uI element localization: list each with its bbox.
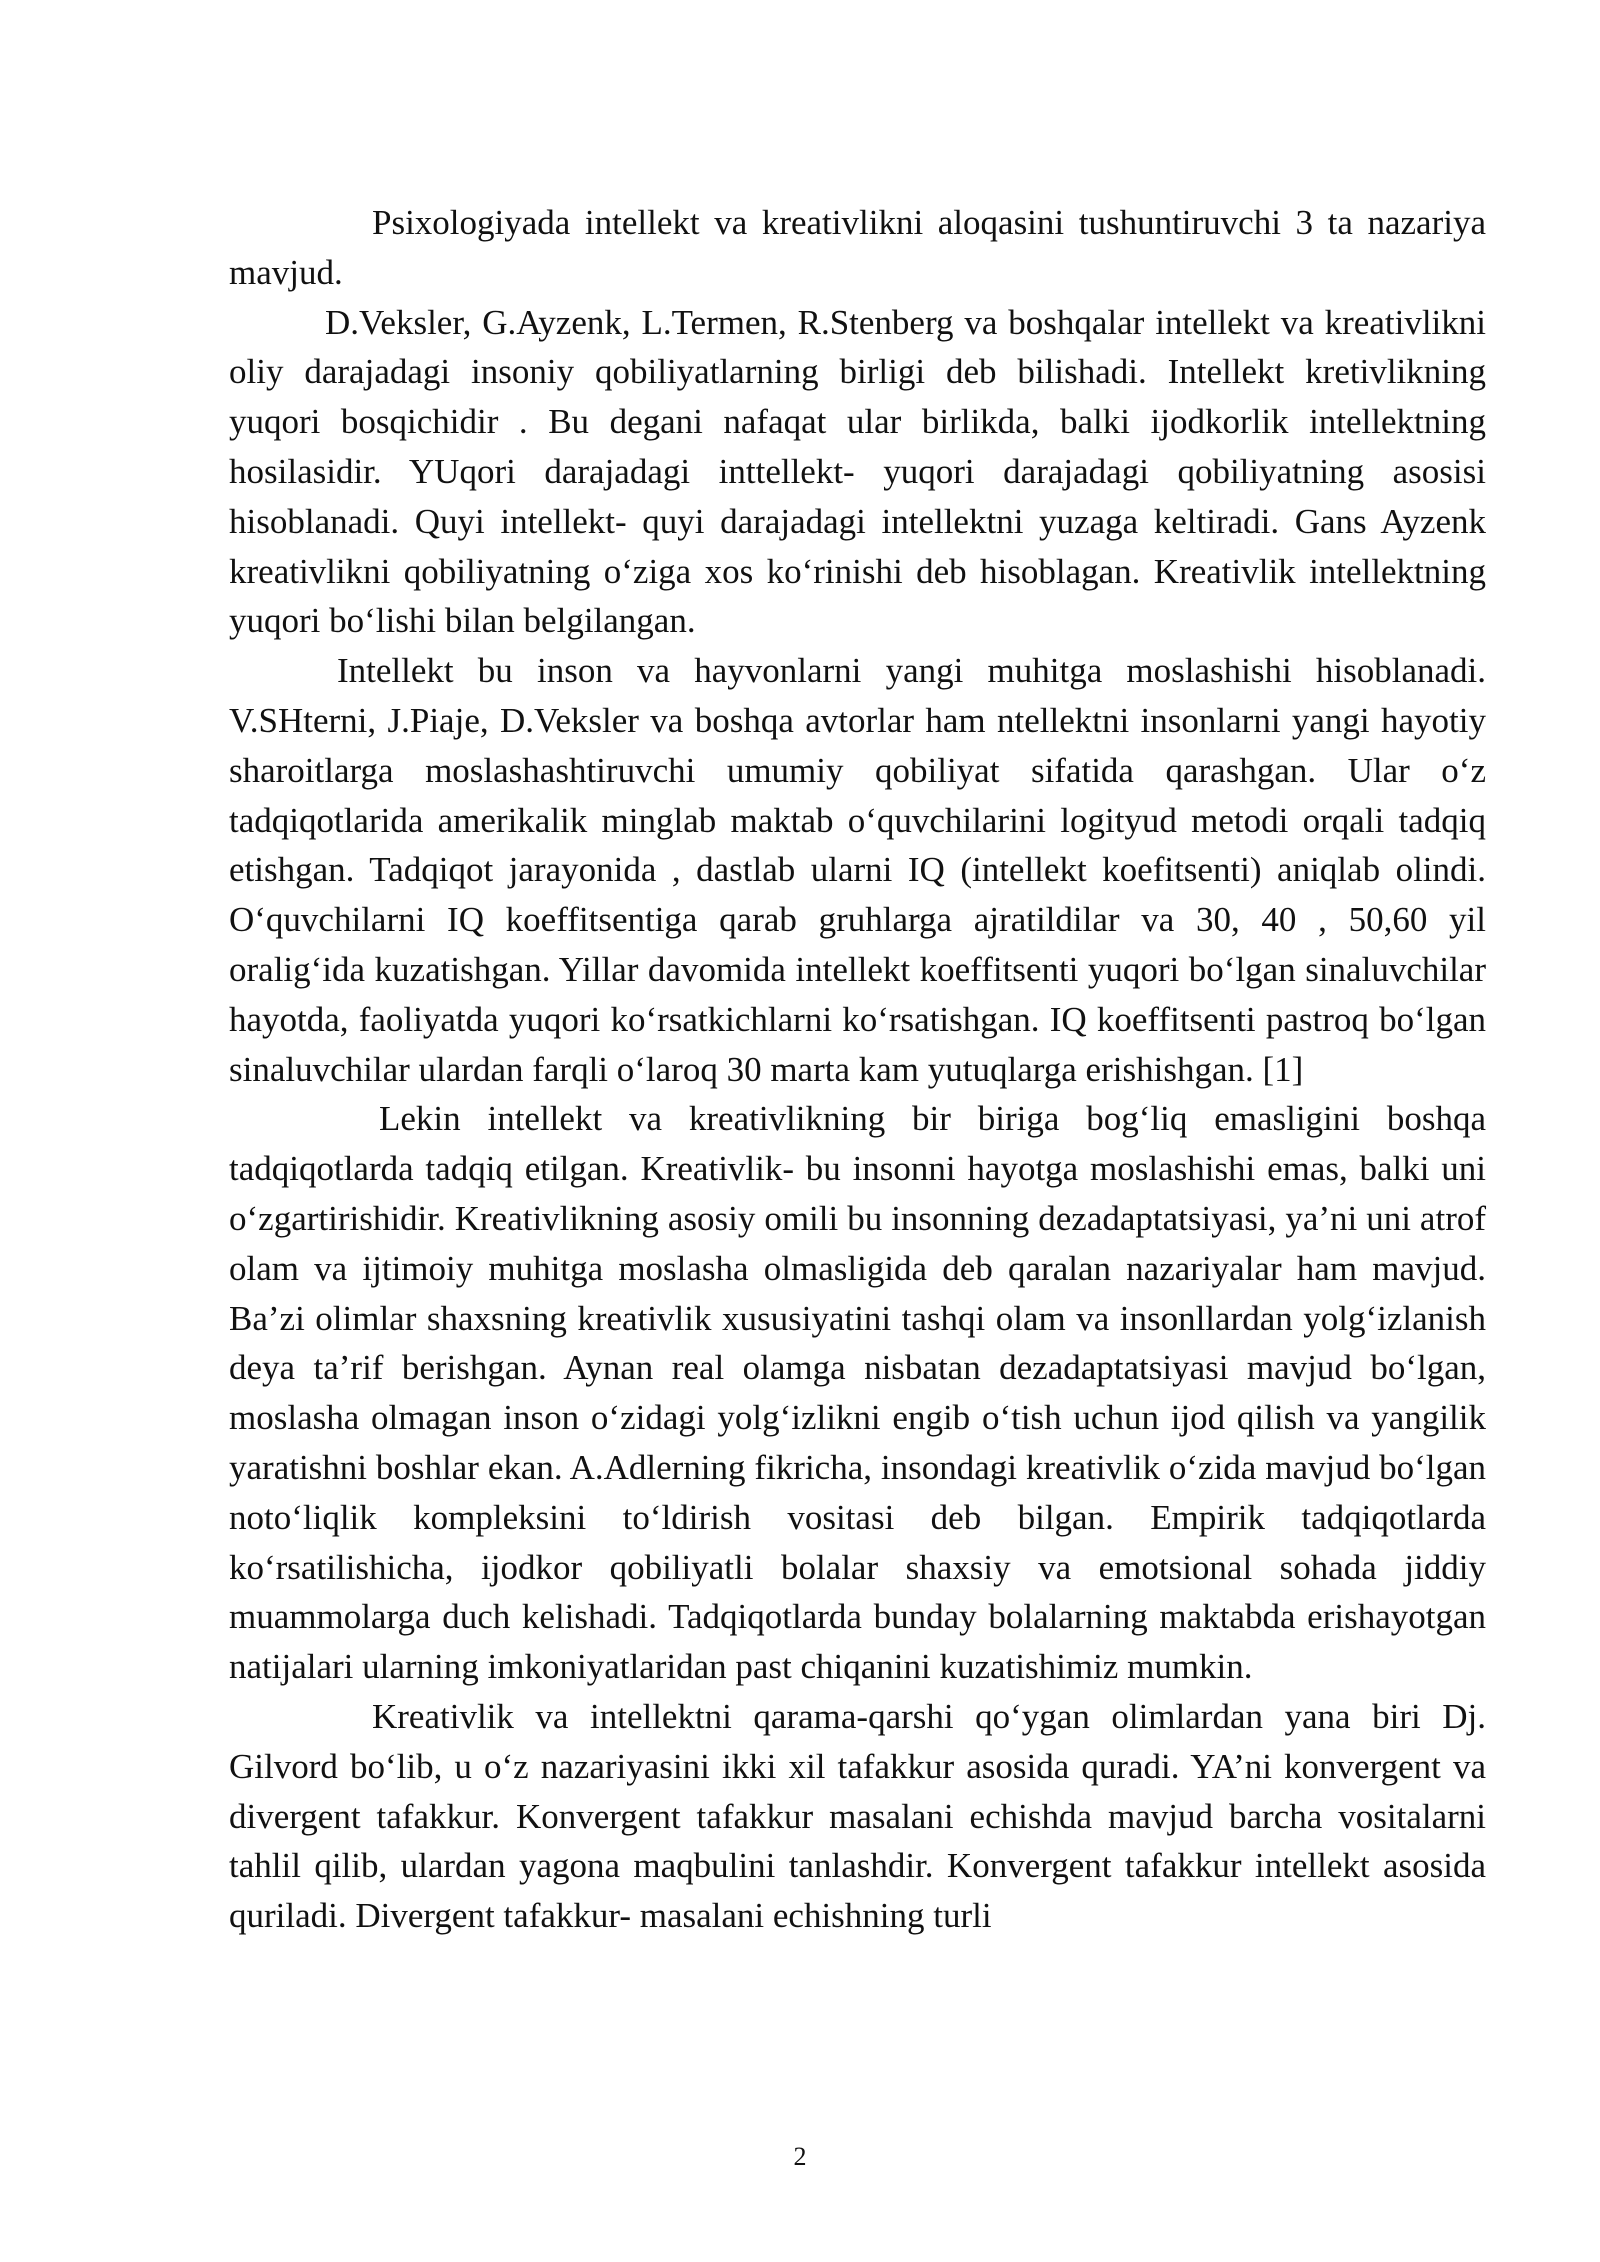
paragraph-2: D.Veksler, G.Ayzenk, L.Termen, R.Stenberg va boshqalar intellekt va kreativlikni oliy darajadagi insoniy qobiliyatlarning birligi deb bilishadi. Intellekt kretivlikning yuqori bosqichidir . Bu degani nafaqat ular birlikda, balki ijodkorlik intellektning hosilasidir. YUqori darajadagi inttellekt- yuqori darajadagi qobiliyatning asosisi hisoblanadi. Quyi intellekt- quyi darajadagi intellektni yuzaga keltiradi. Gans Ayzenk kreativlikni qobiliyatning o‘ziga xos ko‘rinishi deb hisoblagan. Kreativlik intellektning yuqori bo‘lishi bilan belgilangan. [229, 302, 1486, 641]
document-body [229, 198, 1486, 1941]
paragraph-3: Intellekt bu inson va hayvonlarni yangi muhitga moslashishi hisoblanadi. V.SHterni, J.Piaje, D.Veksler va boshqa avtorlar ham ntellektni insonlarni yangi hayotiy sharoitlarga moslashashtiruvchi umumiy qobiliyat sifatida qarashgan. Ular o‘z tadqiqotlarida amerikalik minglab maktab o‘quvchilarini logityud metodi orqali tadqiq etishgan. Tadqiqot jarayonida , dastlab ularni IQ (intellekt koefitsenti) aniqlab olindi. O‘quvchilarni IQ koeffitsentiga qarab gruhlarga ajratildilar va 30, 40 , 50,60 yil oralig‘ida kuzatishgan. Yillar davomida intellekt koeffitsenti yuqori bo‘lgan sinaluvchilar hayotda, faoliyatda yuqori ko‘rsatkichlarni ko‘rsatishgan. IQ koeffitsenti pastroq bo‘lgan sinaluvchilar ulardan farqli o‘laroq 30 marta kam yutuqlarga erishishgan. [1] [229, 651, 1486, 1089]
paragraph-1: Psixologiyada intellekt va kreativlikni aloqasini tushuntiruvchi 3 ta nazariya mavjud. [229, 203, 1486, 292]
paragraph-5: Kreativlik va intellektni qarama-qarshi qo‘ygan olimlardan yana biri Dj. Gilvord bo‘lib, u o‘z nazariyasini ikki xil tafakkur asosida quradi. YA’ni konvergent va divergent tafakkur. Konvergent tafakkur masalani echishda mavjud barcha vositalarni tahlil qilib, ulardan yagona maqbulini tanlashdir. Konvergent tafakkur intellekt asosida quriladi. Divergent tafakkur- masalani echishning turli [229, 1696, 1486, 1936]
paragraph-4: Lekin intellekt va kreativlikning bir biriga bog‘liq emasligini boshqa tadqiqotlarda tadqiq etilgan. Kreativlik- bu insonni hayotga moslashishi emas, balki uni o‘zgartirishidir. Kreativlikning asosiy omili bu insonning dezadaptatsiyasi, ya’ni uni atrof olam va ijtimoiy muhitga moslasha olmasligida deb qaralan nazariyalar ham mavjud. Ba’zi olimlar shaxsning kreativlik xususiyatini tashqi olam va insonllardan yolg‘izlanish deya ta’rif berishgan. Aynan real olamga nisbatan dezadaptatsiyasi mavjud bo‘lgan, moslasha olmagan inson o‘zidagi yolg‘izlikni engib o‘tish uchun ijod qilish va yangilik yaratishni boshlar ekan. A.Adlerning fikricha, insondagi kreativlik o‘zida mavjud bo‘lgan noto‘liqlik kompleksini to‘ldirish vositasi deb bilgan. Empirik tadqiqotlarda ko‘rsatilishicha, ijodkor qobiliyatli bolalar shaxsiy va emotsional sohada jiddiy muammolarga duch kelishadi. Tadqiqotlarda bunday bolalarning maktabda erishayotgan natijalari ularning imkoniyatlaridan past chiqanini kuzatishimiz mumkin. [229, 1099, 1486, 1687]
page-number: 2 [793, 2142, 807, 2171]
